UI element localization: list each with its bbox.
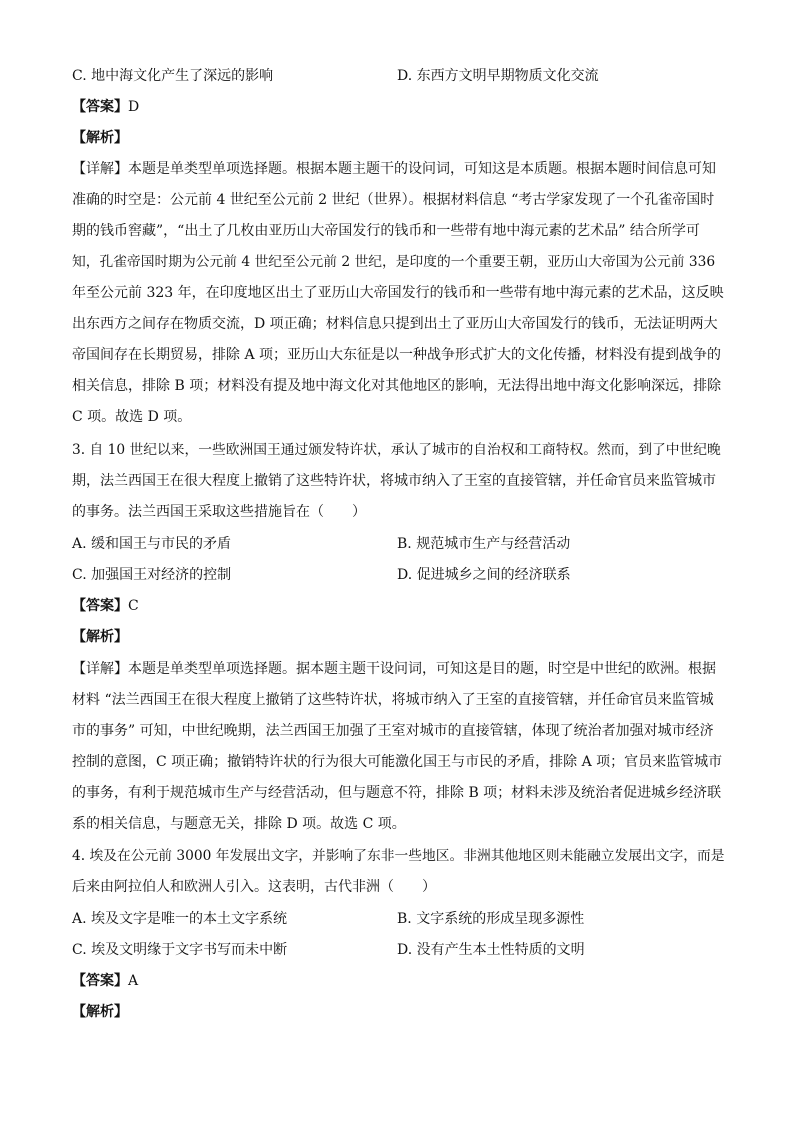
answer-line bbox=[72, 595, 139, 617]
detail-line: C 项。故选 D 项。 bbox=[72, 409, 192, 425]
detail-line: 【详解】本题是单类型单项选择题。根据本题主题干的设问词，可知这是本质题。根据本题时间信息可知 bbox=[72, 161, 716, 177]
detail-line: 期的钱币窖藏”，“出土了几枚由亚历山大帝国发行的钱币和一些带有地中海元素的艺术品” 结合所学可 bbox=[72, 223, 700, 239]
analysis-tag: 【解析】 bbox=[72, 629, 128, 645]
detail-line: 年至公元前 323 年，在印度地区出土了亚历山大帝国发行的钱币和一些带有地中海元素的艺术品，这反映 bbox=[72, 285, 724, 301]
question-stem: 3. 自 10 世纪以来，一些欧洲国王通过颁发特许状，承认了城市的自治权和工商特权。然而，到了中世纪晚 bbox=[72, 442, 721, 458]
detail-line: 控制的意图，C 项正确；撤销特许状的行为很大可能激化国王与市民的矛盾，排除 A 项；官员来监管城市 bbox=[72, 754, 723, 770]
option-row bbox=[72, 65, 732, 87]
option-a: A. 缓和国王与市民的矛盾 bbox=[72, 536, 232, 552]
option-c: C. 加强国王对经济的控制 bbox=[72, 567, 232, 583]
analysis-tag: 【解析】 bbox=[72, 130, 128, 146]
question-stem: 4. 埃及在公元前 3000 年发展出文字，并影响了东非一些地区。非洲其他地区则未能融立发展出文字，而是 bbox=[72, 848, 725, 864]
option-d: D. 促进城乡之间的经济联系 bbox=[397, 567, 571, 583]
option-c: C. 地中海文化产生了深远的影响 bbox=[72, 68, 274, 84]
answer-value: D bbox=[128, 99, 140, 115]
option-row bbox=[72, 908, 732, 930]
option-d: D. 没有产生本土性特质的文明 bbox=[397, 942, 585, 958]
detail-line: 材料 “法兰西国王在很大程度上撤销了这些特许状，将城市纳入了王室的直接管辖，并任命官员来监管城 bbox=[72, 692, 714, 708]
analysis-tag: 【解析】 bbox=[72, 1004, 128, 1020]
option-b: B. 文字系统的形成呈现多源性 bbox=[397, 911, 585, 927]
detail-line: 系的相关信息，与题意无关，排除 D 项。故选 C 项。 bbox=[72, 816, 406, 832]
answer-line bbox=[72, 96, 139, 118]
detail-line: 出东西方之间存在物质交流，D 项正确；材料信息只提到出土了亚历山大帝国发行的钱币，无法证明两大 bbox=[72, 316, 718, 332]
answer-value: C bbox=[128, 598, 139, 614]
option-row bbox=[72, 533, 732, 555]
detail-line: 【详解】本题是单类型单项选择题。据本题主题干设问词，可知这是目的题，时空是中世纪的欧洲。根据 bbox=[72, 661, 716, 677]
answer-value: A bbox=[128, 973, 139, 989]
option-row bbox=[72, 564, 732, 586]
question-stem: 后来由阿拉伯人和欧洲人引入。这表明，古代非洲（ ） bbox=[72, 879, 436, 895]
detail-line: 知，孔雀帝国时期为公元前 4 世纪至公元前 2 世纪，是印度的一个重要王朝，亚历山大帝国为公元前 336 bbox=[72, 254, 716, 270]
detail-line: 相关信息，排除 B 项；材料没有提及地中海文化对其他地区的影响，无法得出地中海文化影响深远，排除 bbox=[72, 378, 722, 394]
option-row bbox=[72, 939, 732, 961]
answer-line bbox=[72, 970, 138, 992]
question-stem: 期，法兰西国王在很大程度上撤销了这些特许状，将城市纳入了王室的直接管辖，并任命官员来监管城市 bbox=[72, 473, 716, 489]
option-a: A. 埃及文字是唯一的本土文字系统 bbox=[72, 911, 288, 927]
answer-tag: 【答案】 bbox=[72, 973, 128, 989]
detail-line: 的事务，有利于规范城市生产与经营活动，但与题意不符，排除 B 项；材料未涉及统治者促进城乡经济联 bbox=[72, 785, 722, 801]
answer-tag: 【答案】 bbox=[72, 598, 128, 614]
option-d: D. 东西方文明早期物质文化交流 bbox=[397, 68, 599, 84]
detail-line: 准确的时空是：公元前 4 世纪至公元前 2 世纪（世界）。根据材料信息 “考古学家发现了一个孔雀帝国时 bbox=[72, 192, 715, 208]
detail-line: 市的事务” 可知，中世纪晚期，法兰西国王加强了王室对城市的直接管辖，体现了统治者加强对城市经济 bbox=[72, 723, 714, 739]
option-b: B. 规范城市生产与经营活动 bbox=[397, 536, 571, 552]
question-stem: 的事务。法兰西国王采取这些措施旨在（ ） bbox=[72, 504, 366, 520]
detail-line: 帝国间存在长期贸易，排除 A 项；亚历山大东征是以一种战争形式扩大的文化传播，材料没有提到战争的 bbox=[72, 347, 722, 363]
option-c: C. 埃及文明缘于文字书写而未中断 bbox=[72, 942, 288, 958]
answer-tag: 【答案】 bbox=[72, 99, 128, 115]
